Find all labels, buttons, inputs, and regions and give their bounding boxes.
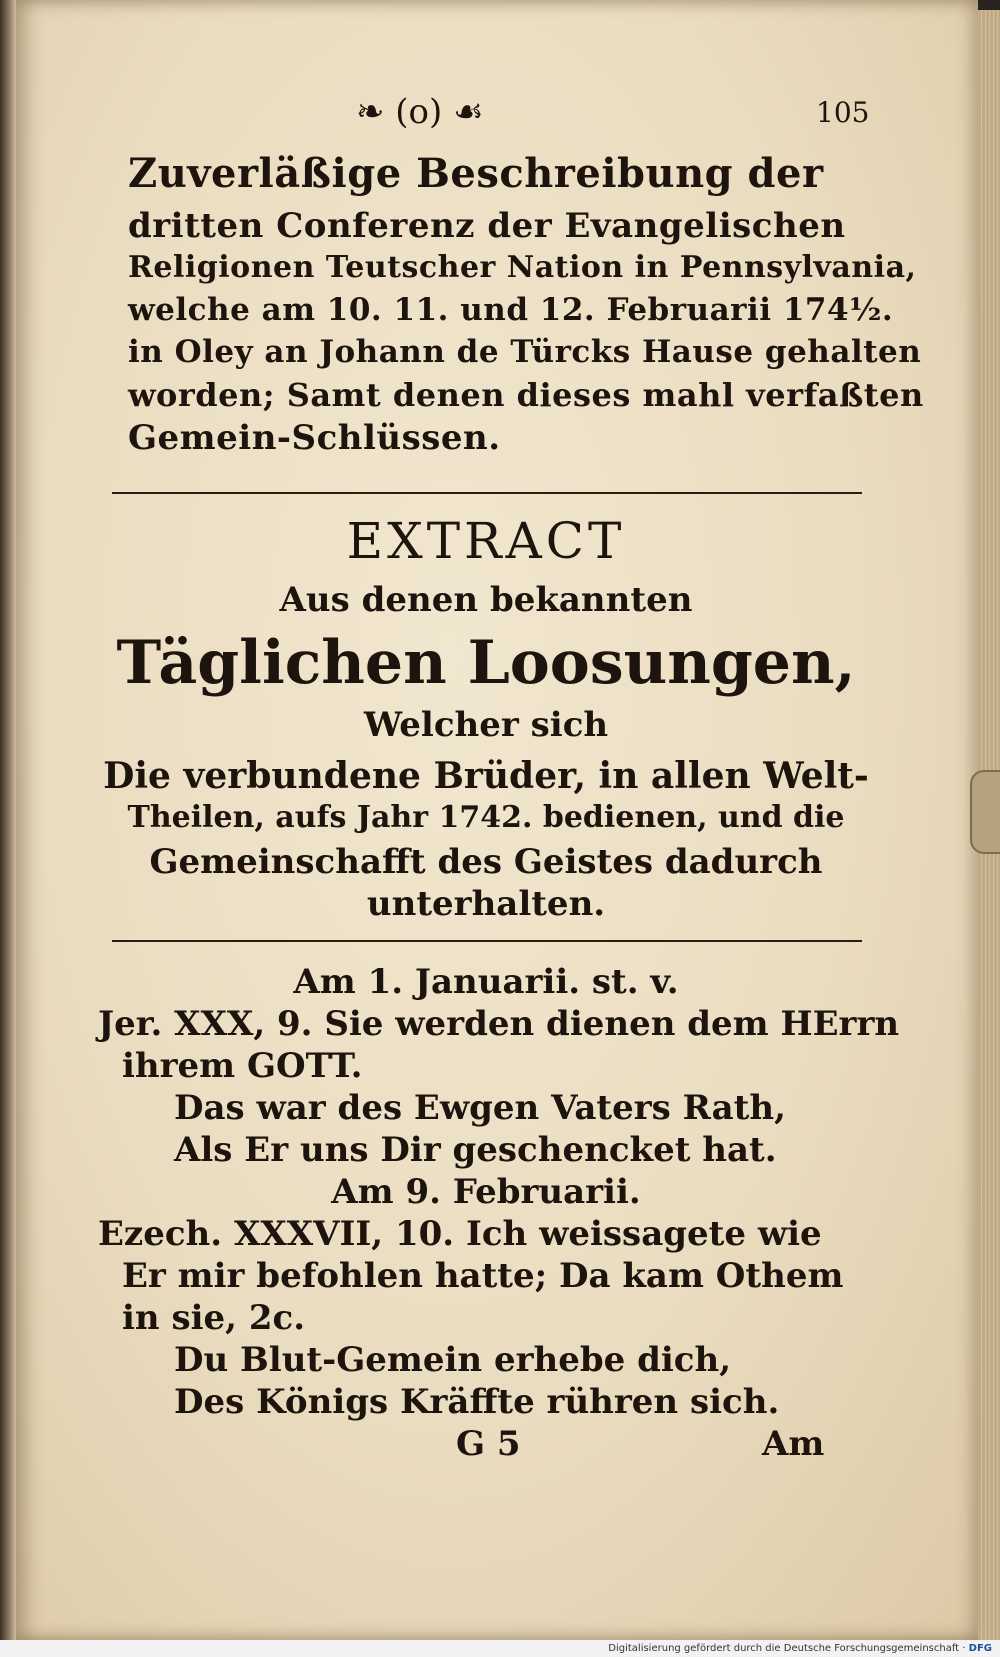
verse-1-line-1: Jer. XXX, 9. Sie werden dienen dem HErrn — [98, 1004, 900, 1044]
hymn-2-line-1: Du Blut-Gemein erhebe dich, — [174, 1340, 732, 1380]
header-ornament: ❧ (o) ☙ — [356, 92, 484, 132]
digitization-footer: Digitalisierung gefördert durch die Deutsche Forschungsgemeinschaft · DFG — [0, 1640, 1000, 1657]
hymn-2-line-2: Des Königs Kräffte rühren sich. — [174, 1382, 780, 1422]
book-spine — [0, 0, 16, 1657]
date-heading-1: Am 1. Januarii. st. v. — [293, 962, 679, 1002]
verse-2-line-1: Ezech. XXXVII, 10. Ich weissagete wie — [98, 1214, 822, 1254]
extract-line-4: Die verbundene Brüder, in allen Welt- — [103, 755, 869, 797]
verse-2-line-3: in sie, 2c. — [122, 1298, 306, 1338]
dfg-logo: DFG — [968, 1643, 992, 1654]
extract-title: Täglichen Loosungen, — [116, 628, 856, 698]
extract-line-3: Welcher sich — [363, 705, 609, 745]
hymn-1-line-1: Das war des Ewgen Vaters Rath, — [174, 1088, 786, 1128]
date-heading-2: Am 9. Februarii. — [331, 1172, 641, 1212]
title-line-3: Religionen Teutscher Nation in Pennsylvania, — [128, 250, 917, 285]
footer-text: Digitalisierung gefördert durch die Deutsche Forschungsgemeinschaft — [608, 1643, 960, 1654]
book-page — [16, 0, 978, 1640]
extract-line-1: Aus denen bekannten — [279, 580, 693, 620]
book-clasp — [970, 770, 1000, 854]
extract-line-5: Theilen, aufs Jahr 1742. bedienen, und die — [127, 800, 845, 835]
title-line-1: Zuverläßige Beschreibung der — [128, 150, 824, 197]
extract-heading: EXTRACT — [346, 512, 626, 570]
extract-line-7: unterhalten. — [366, 884, 606, 924]
verse-1-line-2: ihrem GOTT. — [122, 1046, 363, 1086]
title-line-5: in Oley an Johann de Türcks Hause gehalten — [128, 334, 922, 370]
page-number: 105 — [816, 96, 870, 129]
divider-bottom — [112, 940, 862, 942]
verse-2-line-2: Er mir befohlen hatte; Da kam Othem — [122, 1256, 844, 1296]
divider-top — [112, 492, 862, 494]
title-line-4: welche am 10. 11. und 12. Februarii 174½. — [128, 292, 894, 328]
hymn-1-line-2: Als Er uns Dir geschencket hat. — [174, 1130, 777, 1170]
catchword: Am — [762, 1424, 825, 1464]
extract-line-6: Gemeinschafft des Geistes dadurch — [149, 842, 823, 882]
title-line-6: worden; Samt denen dieses mahl verfaßten — [128, 376, 924, 414]
signature-mark: G 5 — [456, 1424, 521, 1464]
title-line-2: dritten Conferenz der Evangelischen — [128, 206, 846, 246]
title-line-7: Gemein-Schlüssen. — [128, 418, 501, 458]
